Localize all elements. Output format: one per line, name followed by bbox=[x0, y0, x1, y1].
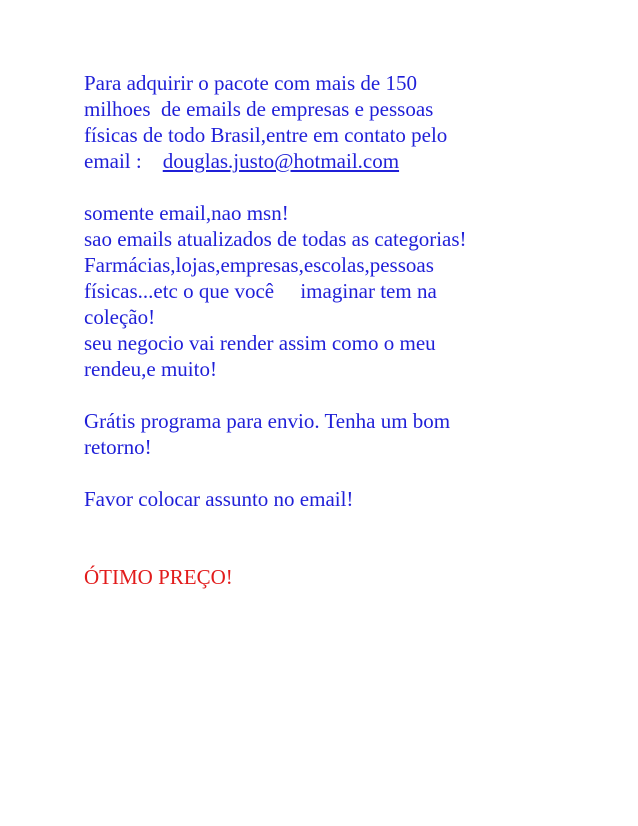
details-line-1: somente email,nao msn! bbox=[84, 201, 289, 225]
intro-line-3: físicas de todo Brasil,entre em contato pelo bbox=[84, 123, 448, 147]
details-line-6: seu negocio vai render assim como o meu bbox=[84, 331, 436, 355]
details-line-7: rendeu,e muito! bbox=[84, 357, 217, 381]
document-content bbox=[84, 70, 574, 590]
program-line-1: Grátis programa para envio. Tenha um bom bbox=[84, 409, 451, 433]
details-paragraph bbox=[84, 200, 574, 382]
email-link[interactable]: douglas.justo@hotmail.com bbox=[162, 149, 400, 173]
program-paragraph bbox=[84, 408, 574, 460]
price-paragraph bbox=[84, 564, 574, 590]
details-line-3: Farmácias,lojas,empresas,escolas,pessoas bbox=[84, 253, 434, 277]
program-line-2: retorno! bbox=[84, 435, 152, 459]
price-line-1: ÓTIMO PREÇO! bbox=[84, 565, 233, 589]
intro-paragraph bbox=[84, 70, 574, 174]
intro-line-4 bbox=[84, 148, 574, 174]
details-line-2: sao emails atualizados de todas as categorias! bbox=[84, 227, 467, 251]
details-line-5: coleção! bbox=[84, 305, 156, 329]
details-line-4: físicas...etc o que você imaginar tem na bbox=[84, 279, 437, 303]
intro-line-1: Para adquirir o pacote com mais de 150 bbox=[84, 71, 417, 95]
subject-paragraph bbox=[84, 486, 574, 512]
subject-line-1: Favor colocar assunto no email! bbox=[84, 487, 354, 511]
intro-line-2: milhoes de emails de empresas e pessoas bbox=[84, 97, 434, 121]
email-label: email : bbox=[84, 149, 163, 173]
